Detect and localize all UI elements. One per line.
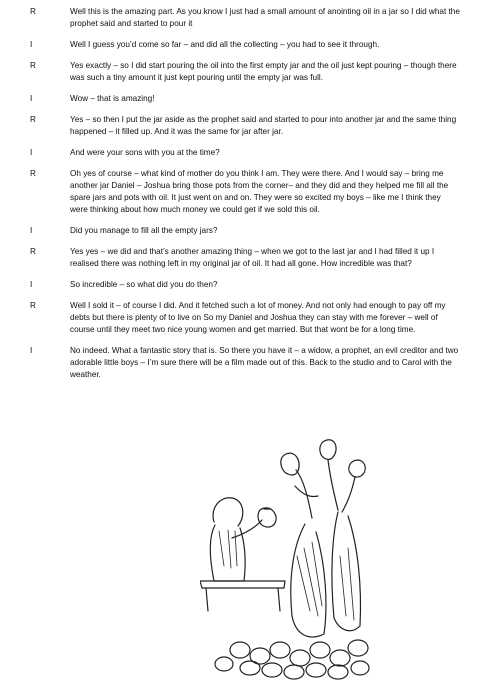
- dialogue-line: [30, 225, 460, 237]
- sketch-illustration: [200, 436, 375, 681]
- dialogue-line: [30, 60, 460, 84]
- speaker-label: I: [30, 148, 33, 157]
- speaker-label: R: [30, 115, 36, 124]
- dialogue-text: Did you manage to fill all the empty jars?: [70, 226, 218, 235]
- dialogue-line: [30, 147, 460, 159]
- interview-transcript: [30, 6, 460, 390]
- dialogue-text: Well I guess you’d come so far – and did all the collecting – you had to see it through.: [70, 40, 380, 49]
- speaker-label: R: [30, 61, 36, 70]
- dialogue-text: Yes exactly – so I did start pouring the oil into the first empty jar and the oil just kept pouring – though there was such a tiny amount it just kept pouring until the empty jar was full.: [70, 61, 457, 82]
- dialogue-line: [30, 39, 460, 51]
- speaker-label: I: [30, 346, 33, 355]
- speaker-label: I: [30, 226, 33, 235]
- boy-one-figure: [281, 453, 326, 637]
- speaker-label: I: [30, 40, 33, 49]
- dialogue-line: [30, 93, 460, 105]
- speaker-label: R: [30, 7, 36, 16]
- dialogue-line: [30, 279, 460, 291]
- dialogue-line: [30, 300, 460, 336]
- dialogue-text: Wow – that is amazing!: [70, 94, 155, 103]
- dialogue-text: Well this is the amazing part. As you know I just had a small amount of anointing oil in a jar so I did what the prophet said and started to pour it: [70, 7, 460, 28]
- speaker-label: I: [30, 94, 33, 103]
- dialogue-line: [30, 6, 460, 30]
- dialogue-line: [30, 114, 460, 138]
- dialogue-text: Well I sold it – of course I did. And it fetched such a lot of money. And not only had enough to pay off my debts but there is plenty of to live on So my Daniel and Joshua they can stay with me forever – well of course until they meet two nice young women and get married. But that wont be for a long time.: [70, 301, 446, 334]
- widow-figure: [200, 498, 285, 611]
- dialogue-text: Yes yes – we did and that’s another amazing thing – when we got to the last jar and I had filled it up I realised there was nothing left in my original jar of oil. It had all gone. How incredible was that?: [70, 247, 435, 268]
- speaker-label: R: [30, 301, 36, 310]
- dialogue-text: Yes – so then I put the jar aside as the prophet said and started to pour into another jar and the same thing happened – it filled up. And it was the same for jar after jar.: [70, 115, 457, 136]
- jar-in-hand: [258, 508, 276, 527]
- speaker-label: R: [30, 247, 36, 256]
- dialogue-text: No indeed. What a fantastic story that is. So there you have it – a widow, a prophet, an evil creditor and two adorable little boys – I’m sure there will be a film made out of this. Back to the studio and to Carol with the weather.: [70, 346, 459, 379]
- dialogue-text: So incredible – so what did you do then?: [70, 280, 218, 289]
- dialogue-text: Oh yes of course – what kind of mother do you think I am. They were there. And I would say – bring me another jar Daniel – Joshua bring those pots from the corner– and they did and they helped me fill all the spare jars and pots with oil. It just went on and on. They were so excited my boys – like me I think they were thinking about how much money we could get if we sold this oil.: [70, 169, 449, 214]
- dialogue-line: [30, 345, 460, 381]
- pile-of-jars: [215, 640, 369, 679]
- speaker-label: I: [30, 280, 33, 289]
- boy-two-figure: [320, 440, 365, 631]
- dialogue-line: [30, 246, 460, 270]
- dialogue-line: [30, 168, 460, 216]
- dialogue-text: And were your sons with you at the time?: [70, 148, 220, 157]
- speaker-label: R: [30, 169, 36, 178]
